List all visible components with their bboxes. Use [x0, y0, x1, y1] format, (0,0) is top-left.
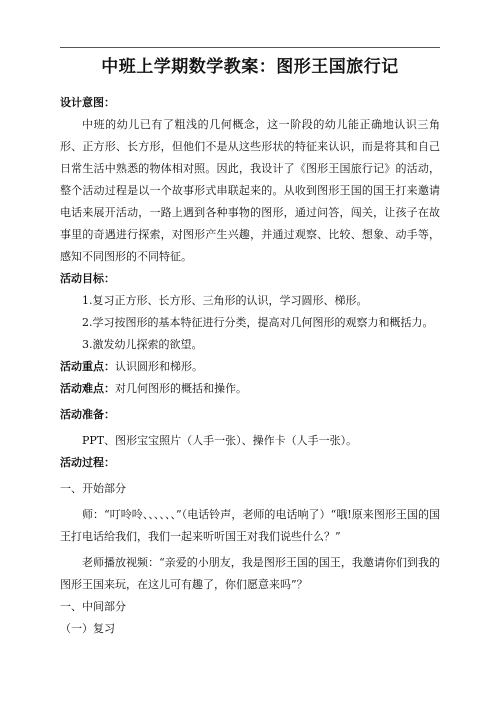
part-one-heading: 一、开始部分 — [60, 482, 126, 495]
process-heading: 活动过程： — [60, 456, 115, 469]
goal-item: 1.复习正方形、长方形、三角形的认识，学习圆形、梯形。 — [82, 294, 368, 307]
prep-heading: 活动准备： — [60, 408, 115, 421]
difficulty-heading: 活动难点： — [60, 382, 115, 395]
goals-heading: 活动目标： — [60, 272, 115, 285]
design-heading: 设计意图： — [60, 96, 115, 109]
video-dialogue: 老师播放视频：“亲爱的小朋友，我是图形王国的国王，我邀请你们到我的图形王国来玩，在这儿可有趣了，你们愿意来吗”？ — [60, 556, 440, 591]
difficulty-line — [60, 378, 440, 400]
page-title: 中班上学期数学教案：图形王国旅行记 — [101, 57, 399, 77]
goal-item: 2.学习按图形的基本特征进行分类，提高对几何图形的观察力和概括力。 — [82, 316, 434, 329]
prep-text: PPT、图形宝宝照片（人手一张）、操作卡（人手一张）。 — [82, 434, 358, 447]
document-body — [60, 92, 440, 640]
part-two-heading: 一、中间部分 — [60, 600, 126, 613]
difficulty-text: 对几何图形的概括和操作。 — [115, 382, 247, 395]
key-point-text: 认识圆形和梯形。 — [115, 360, 203, 373]
header-rule — [60, 47, 440, 48]
key-point-heading: 活动重点： — [60, 360, 115, 373]
key-point-line — [60, 356, 440, 378]
design-paragraph: 中班的幼儿已有了粗浅的几何概念，这一阶段的幼儿能正确地认识三角形、正方形、长方形，但他们不是从这些形状的特征来认识，而是将其和自己日常生活中熟悉的物体相对照。因此，我设计了《图形王国旅行记》的活动，整个活动过程是以一个故事形式串联起来的。从收到图形王国的国王打来邀请电话来展开活动，一路上遇到各种事物的图形，通过问答，闯关，让孩子在故事里的奇遇进行探索，对图形产生兴趣，并通过观察、比较、想象、动手等，感知不同图形的不同特征。 — [60, 118, 440, 263]
review-heading: （一）复习 — [60, 622, 115, 635]
goal-item: 3.激发幼儿探索的欲望。 — [82, 338, 203, 351]
teacher-dialogue: 师：“叮呤呤、、、、、、”（电话铃声，老师的电话响了）“哦!原来图形王国的国王打电话给我们，我们一起来听听国王对我们说些什么？” — [60, 508, 440, 543]
